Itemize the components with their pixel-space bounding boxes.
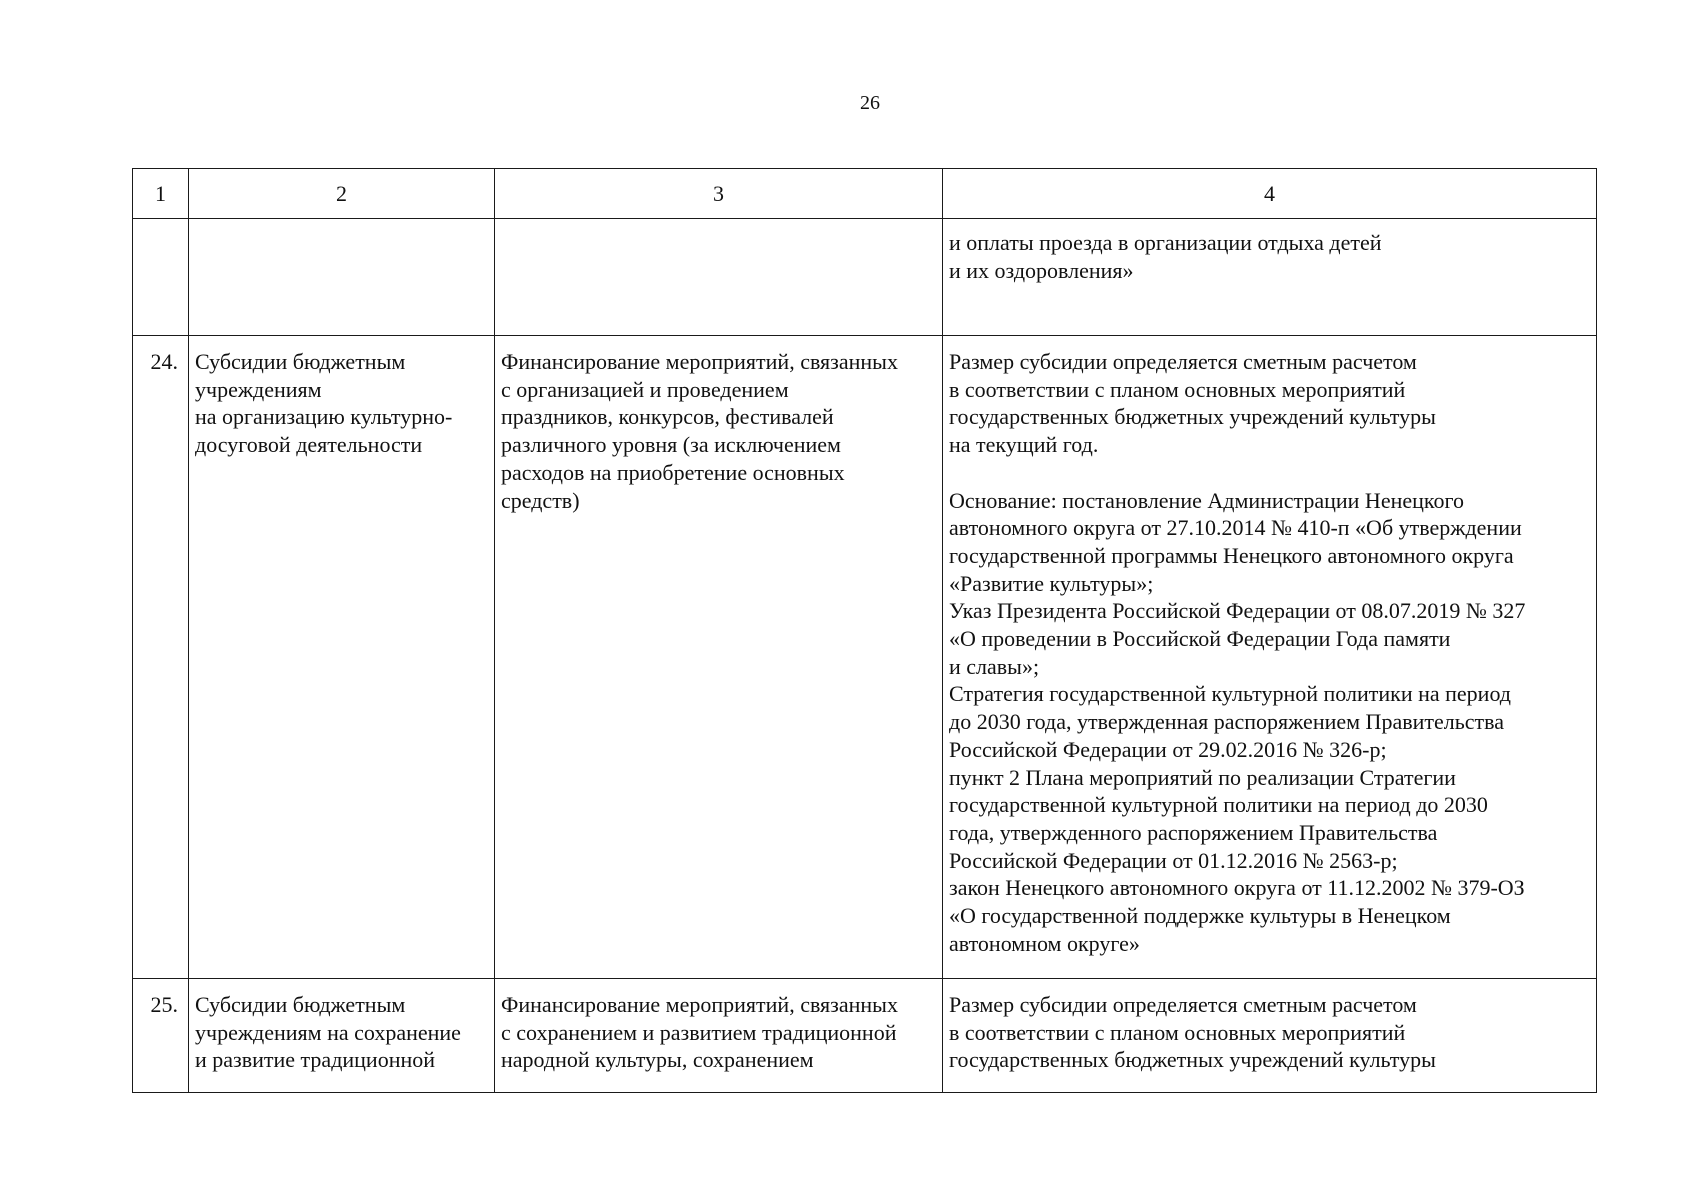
text-line: на текущий год. bbox=[949, 432, 1099, 458]
text-line: государственной культурной политики на период до 2030 bbox=[949, 792, 1488, 818]
empty-cell bbox=[495, 219, 943, 336]
text-line: Стратегия государственной культурной политики на период bbox=[949, 681, 1511, 707]
text-line: в соответствии с планом основных мероприятий bbox=[949, 376, 1406, 402]
text-line: праздников, конкурсов, фестивалей bbox=[501, 404, 834, 430]
text-line: и их оздоровления» bbox=[949, 257, 1134, 283]
text-line: различного уровня (за исключением bbox=[501, 432, 841, 458]
column-header-3: 3 bbox=[495, 169, 943, 219]
continuation-text bbox=[943, 219, 1597, 336]
text-line: года, утвержденного распоряжением Правительства bbox=[949, 819, 1438, 845]
text-line: с организацией и проведением bbox=[501, 376, 789, 402]
text-line: с сохранением и развитием традиционной bbox=[501, 1019, 897, 1045]
text-line: учреждениям на сохранение bbox=[195, 1019, 461, 1045]
text-line: автономного округа от 27.10.2014 № 410-п «Об утверждении bbox=[949, 515, 1522, 541]
text-line: «О проведении в Российской Федерации Года памяти bbox=[949, 626, 1451, 652]
subsidies-table bbox=[132, 168, 1597, 1093]
text-line: до 2030 года, утвержденная распоряжением Правительства bbox=[949, 709, 1504, 735]
text-line: в соответствии с планом основных мероприятий bbox=[949, 1019, 1406, 1045]
text-line: Субсидии бюджетным bbox=[195, 992, 406, 1017]
text-line: и оплаты проезда в организации отдыха детей bbox=[949, 230, 1382, 255]
subsidy-name bbox=[189, 979, 495, 1093]
text-line: «О государственной поддержке культуры в Ненецком bbox=[949, 903, 1451, 929]
column-header-2: 2 bbox=[189, 169, 495, 219]
text-line: народной культуры, сохранением bbox=[501, 1047, 814, 1073]
text-line: Указ Президента Российской Федерации от 08.07.2019 № 327 bbox=[949, 598, 1526, 624]
subsidy-calculation bbox=[943, 979, 1597, 1093]
text-line: закон Ненецкого автономного округа от 11.12.2002 № 379-ОЗ bbox=[949, 875, 1525, 901]
subsidy-purpose bbox=[495, 336, 943, 979]
text-line: государственной программы Ненецкого автономного округа bbox=[949, 542, 1514, 568]
text-line: Размер субсидии определяется сметным расчетом bbox=[949, 992, 1417, 1017]
text-line: Субсидии бюджетным bbox=[195, 349, 406, 374]
row-number: 25. bbox=[133, 979, 189, 1093]
text-line: государственных бюджетных учреждений культуры bbox=[949, 1047, 1436, 1073]
text-line: и развитие традиционной bbox=[195, 1047, 436, 1073]
text-line: автономном округе» bbox=[949, 930, 1140, 956]
text-line: Основание: постановление Администрации Ненецкого bbox=[949, 487, 1464, 513]
column-header-1: 1 bbox=[133, 169, 189, 219]
empty-cell bbox=[189, 219, 495, 336]
empty-cell bbox=[133, 219, 189, 336]
text-line: государственных бюджетных учреждений культуры bbox=[949, 404, 1436, 430]
text-line: Российской Федерации от 29.02.2016 № 326-р; bbox=[949, 736, 1387, 762]
subsidy-purpose bbox=[495, 979, 943, 1093]
header-row bbox=[133, 169, 1597, 219]
text-line: Российской Федерации от 01.12.2016 № 2563-р; bbox=[949, 847, 1398, 873]
subsidy-name bbox=[189, 336, 495, 979]
page-number: 26 bbox=[860, 92, 880, 114]
text-line: и славы»; bbox=[949, 653, 1040, 679]
text-line: средств) bbox=[501, 487, 580, 513]
text-line: на организацию культурно- bbox=[195, 404, 453, 430]
text-line: Размер субсидии определяется сметным расчетом bbox=[949, 349, 1417, 374]
text-line: учреждениям bbox=[195, 376, 322, 402]
text-line: «Развитие культуры»; bbox=[949, 570, 1154, 596]
column-header-4: 4 bbox=[943, 169, 1597, 219]
row-number: 24. bbox=[133, 336, 189, 979]
text-line: Финансирование мероприятий, связанных bbox=[501, 349, 898, 374]
table-row bbox=[133, 336, 1597, 979]
table-row bbox=[133, 979, 1597, 1093]
text-line: расходов на приобретение основных bbox=[501, 459, 845, 485]
text-line: пункт 2 Плана мероприятий по реализации Стратегии bbox=[949, 764, 1456, 790]
text-line: досуговой деятельности bbox=[195, 432, 423, 458]
subsidy-calculation bbox=[943, 336, 1597, 979]
text-line: Финансирование мероприятий, связанных bbox=[501, 992, 898, 1017]
paragraph-gap bbox=[949, 459, 1592, 487]
table-row-continuation bbox=[133, 219, 1597, 336]
